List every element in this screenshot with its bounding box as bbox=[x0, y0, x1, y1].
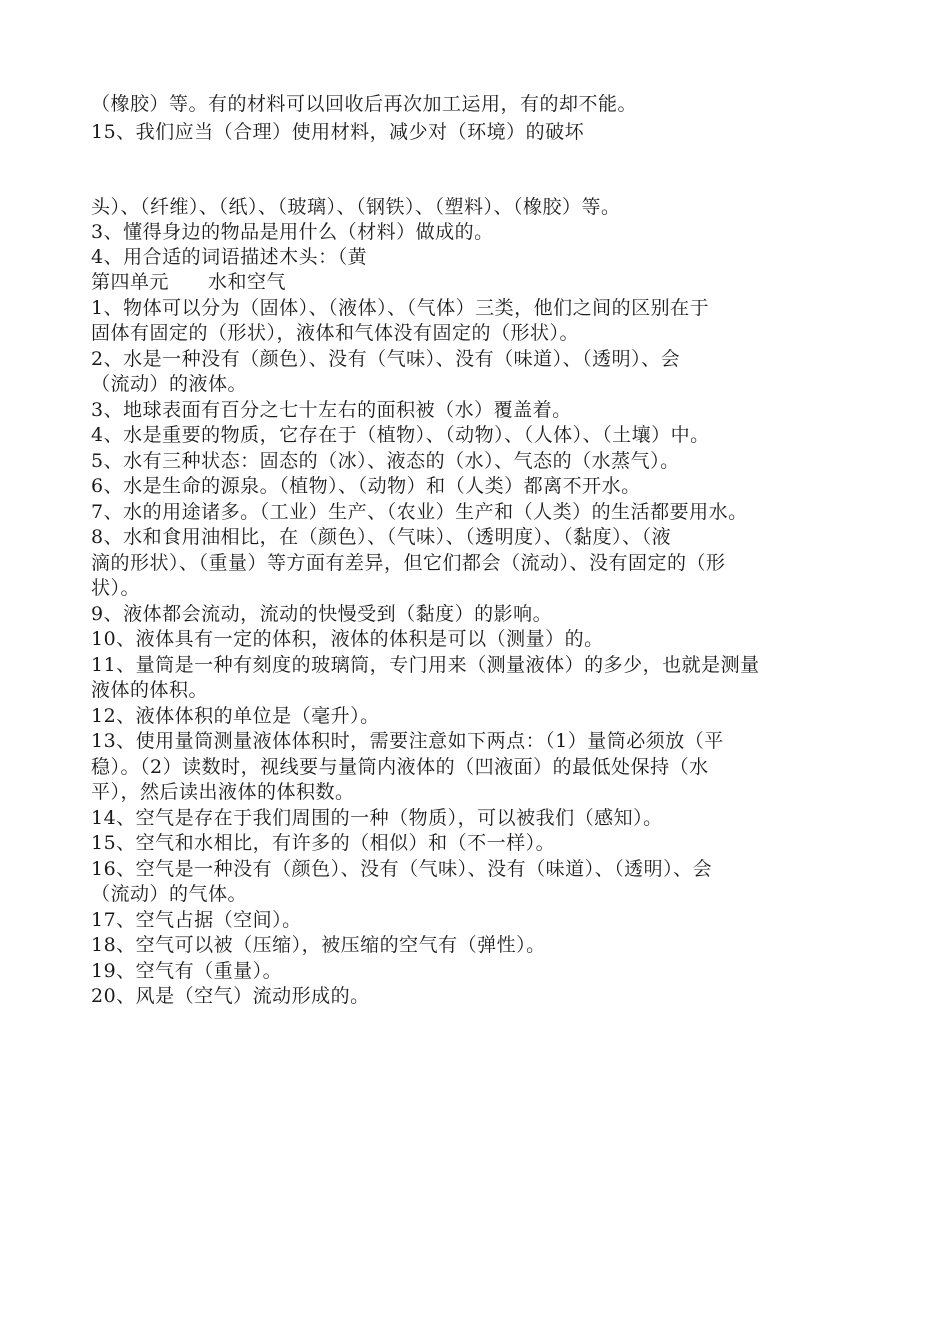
text-line: 头）、（纤维）、（纸）、（玻璃）、（钢铁）、（塑料）、（橡胶）等。 bbox=[91, 196, 621, 218]
text-line: 液体的体积。 bbox=[91, 679, 209, 701]
text-line: 固体有固定的（形状），液体和气体没有固定的（形状）。 bbox=[91, 322, 580, 344]
unit-title: 第四单元 水和空气 bbox=[91, 271, 287, 293]
text-line: 16、空气是一种没有（颜色）、没有（气味）、没有（味道）、（透明）、会 bbox=[91, 858, 713, 880]
text-line: 4、用合适的词语描述木头：（黄 bbox=[91, 246, 368, 268]
text-line: 6、水是生命的源泉。（植物）、（动物）和（人类）都离不开水。 bbox=[91, 475, 641, 497]
text-line: 状）。 bbox=[91, 577, 141, 599]
text-line: 稳）。（2）读数时，视线要与量筒内液体的（凹液面）的最低处保持（水 bbox=[91, 756, 709, 778]
text-line: 14、空气是存在于我们周围的一种（物质），可以被我们（感知）。 bbox=[91, 807, 663, 829]
text-line: 11、量筒是一种有刻度的玻璃筒，专门用来（测量液体）的多少，也就是测量 bbox=[91, 654, 760, 676]
text-line: 4、水是重要的物质，它存在于（植物）、（动物）、（人体）、（土壤）中。 bbox=[91, 424, 710, 446]
text-line: 平），然后读出液体的体积数。 bbox=[91, 781, 355, 803]
text-line: 12、液体体积的单位是（毫升）。 bbox=[91, 705, 380, 727]
text-line: 13、使用量筒测量液体体积时，需要注意如下两点：（1）量筒必须放（平 bbox=[91, 730, 724, 752]
text-line: 3、地球表面有百分之七十左右的面积被（水）覆盖着。 bbox=[91, 399, 572, 421]
text-line: 15、我们应当（合理）使用材料，减少对（环境）的破坏 bbox=[91, 121, 585, 143]
text-line: 1、物体可以分为（固体）、（液体）、（气体）三类，他们之间的区别在于 bbox=[91, 297, 710, 319]
text-line: 20、风是（空气）流动形成的。 bbox=[91, 985, 370, 1007]
text-line: 9、液体都会流动，流动的快慢受到（黏度）的影响。 bbox=[91, 603, 553, 625]
text-line: 滴的形状）、（重量）等方面有差异，但它们都会（流动）、没有固定的（形 bbox=[91, 552, 726, 574]
text-line: 7、水的用途诸多。（工业）生产、（农业）生产和（人类）的生活都要用水。 bbox=[91, 501, 748, 523]
text-line: 10、液体具有一定的体积，液体的体积是可以（测量）的。 bbox=[91, 628, 604, 650]
text-line: 5、水有三种状态：固态的（冰）、液态的（水）、气态的（水蒸气）。 bbox=[91, 450, 680, 472]
text-line: 2、水是一种没有（颜色）、没有（气味）、没有（味道）、（透明）、会 bbox=[91, 348, 681, 370]
text-line: 15、空气和水相比，有许多的（相似）和（不一样）。 bbox=[91, 832, 556, 854]
text-line: （流动）的气体。 bbox=[91, 883, 248, 905]
text-line: 3、懂得身边的物品是用什么（材料）做成的。 bbox=[91, 221, 494, 243]
text-line: 18、空气可以被（压缩），被压缩的空气有（弹性）。 bbox=[91, 934, 546, 956]
text-line: 8、水和食用油相比，在（颜色）、（气味）、（透明度）、（黏度）、（液 bbox=[91, 526, 672, 548]
text-line: （流动）的液体。 bbox=[91, 373, 248, 395]
text-line: 17、空气占据（空间）。 bbox=[91, 909, 302, 931]
text-line: 19、空气有（重量）。 bbox=[91, 960, 283, 982]
text-line: （橡胶）等。有的材料可以回收后再次加工运用，有的却不能。 bbox=[91, 93, 638, 115]
